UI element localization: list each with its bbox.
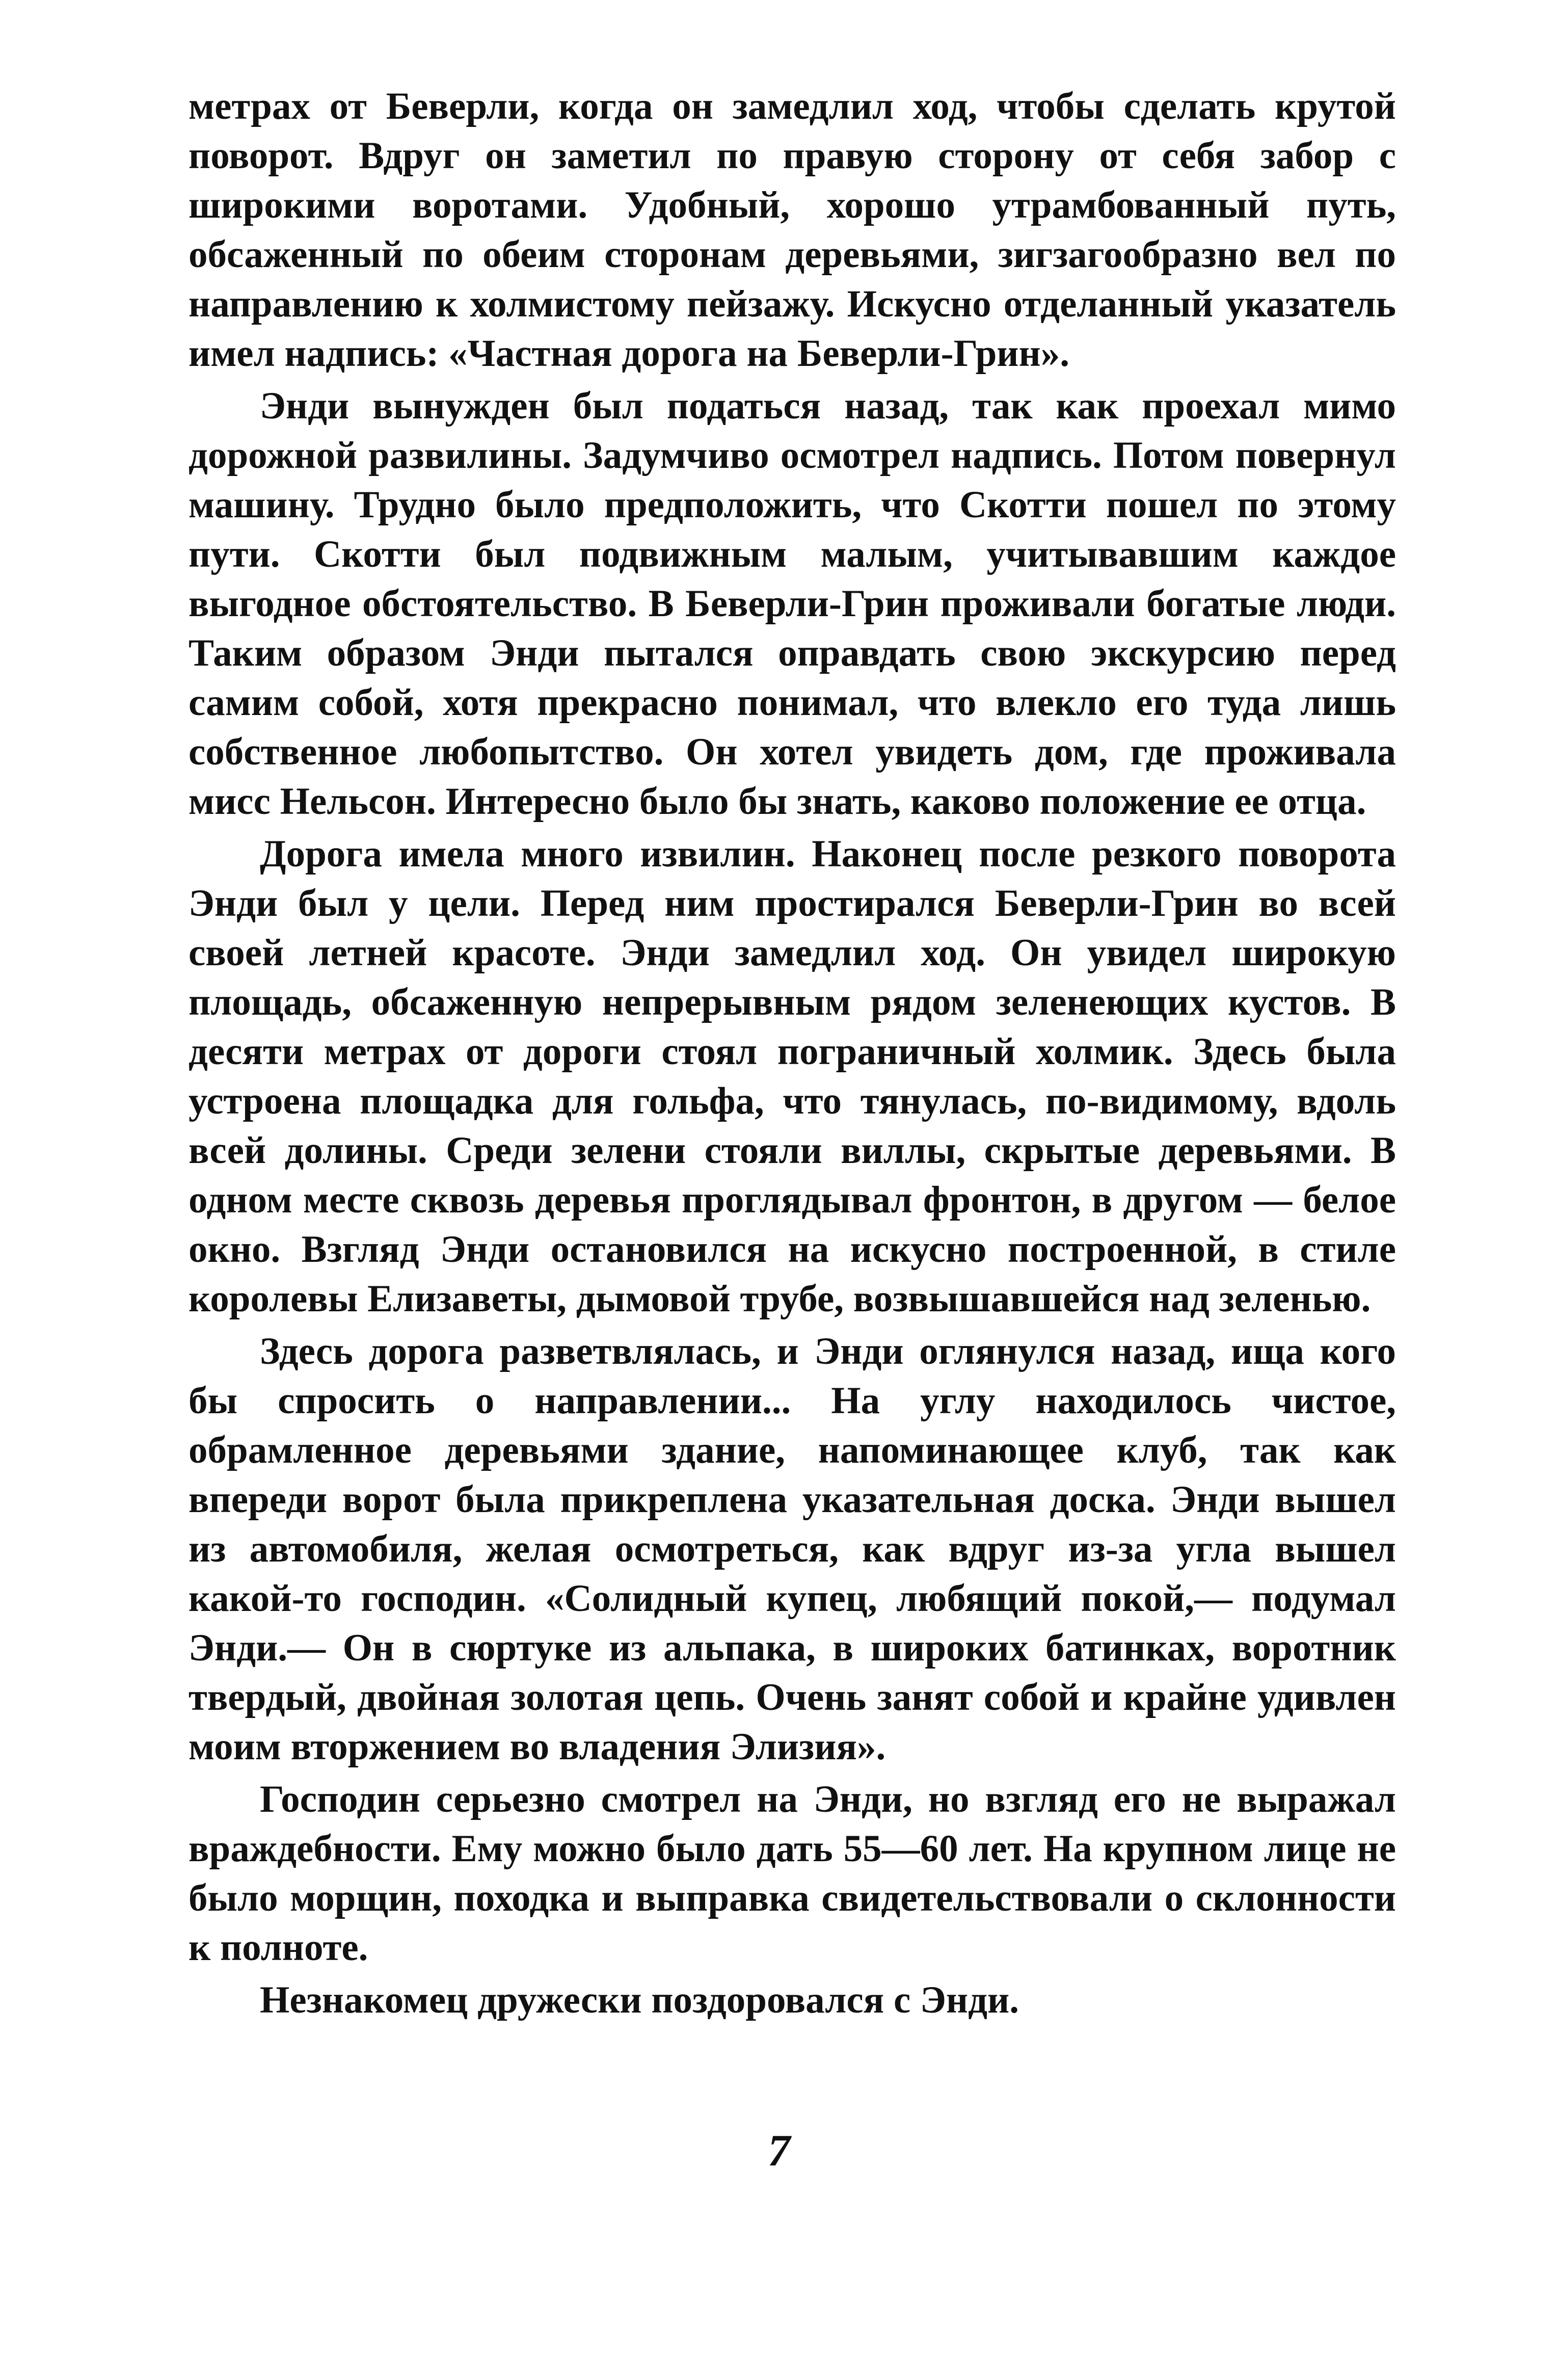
- paragraph: метрах от Беверли, когда он замедлил ход, чтобы сделать крутой поворот. Вдруг он заметил по правую сторону от себя забор с широкими воротами. Удобный, хорошо утрамбованный путь, обсаженный по обеим сторонам деревьями, зигзагообразно вел по направлению к холмистому пейзажу. Искусно отделанный указатель имел надпись: «Частная дорога на Беверли-Грин».: [189, 85, 1396, 375]
- page-text: [189, 82, 1396, 2028]
- paragraph: Незнакомец дружески поздоровался с Энди.: [260, 1979, 1019, 2021]
- paragraph: Дорога имела много извилин. Наконец после резкого поворота Энди был у цели. Перед ним простирался Беверли-Грин во всей своей летней красоте. Энди замедлил ход. Он увидел широкую площадь, обсаженную непрерывным рядом зеленеющих кустов. В десяти метрах от дороги стоял пограничный холмик. Здесь была устроена площадка для гольфа, что тянулась, по-видимому, вдоль всей долины. Среди зелени стояли виллы, скрытые деревьями. В одном месте сквозь деревья проглядывал фронтон, в другом — белое окно. Взгляд Энди остановился на искусно построенной, в стиле королевы Елизаветы, дымовой трубе, возвышавшейся над зеленью.: [189, 833, 1396, 1320]
- page-number: 7: [768, 2126, 790, 2176]
- paragraph: Энди вынужден был податься назад, так как проехал мимо дорожной развилины. Задумчиво осмотрел надпись. Потом повернул машину. Трудно было предположить, что Скотти пошел по этому пути. Скотти был подвижным малым, учитывавшим каждое выгодное обстоятельство. В Беверли-Грин проживали богатые люди. Таким образом Энди пытался оправдать свою экскурсию перед самим собой, хотя прекрасно понимал, что влекло его туда лишь собственное любопытство. Он хотел увидеть дом, где проживала мисс Нельсон. Интересно было бы знать, каково положение ее отца.: [189, 385, 1396, 823]
- paragraph: Господин серьезно смотрел на Энди, но взгляд его не выражал враждебности. Ему можно было дать 55—60 лет. На крупном лице не было морщин, походка и выправка свидетельствовали о склонности к полноте.: [189, 1778, 1396, 1969]
- paragraph: Здесь дорога разветвлялась, и Энди оглянулся назад, ища кого бы спросить о направлении... На углу находилось чистое, обрамленное деревьями здание, напоминающее клуб, так как впереди ворот была прикреплена указательная доска. Энди вышел из автомобиля, желая осмотреться, как вдруг из-за угла вышел какой-то господин. «Солидный купец, любящий покой,— подумал Энди.— Он в сюртуке из альпака, в широких батинках, воротник твердый, двойная золотая цепь. Очень занят собой и крайне удивлен моим вторжением во владения Элизия».: [189, 1330, 1396, 1768]
